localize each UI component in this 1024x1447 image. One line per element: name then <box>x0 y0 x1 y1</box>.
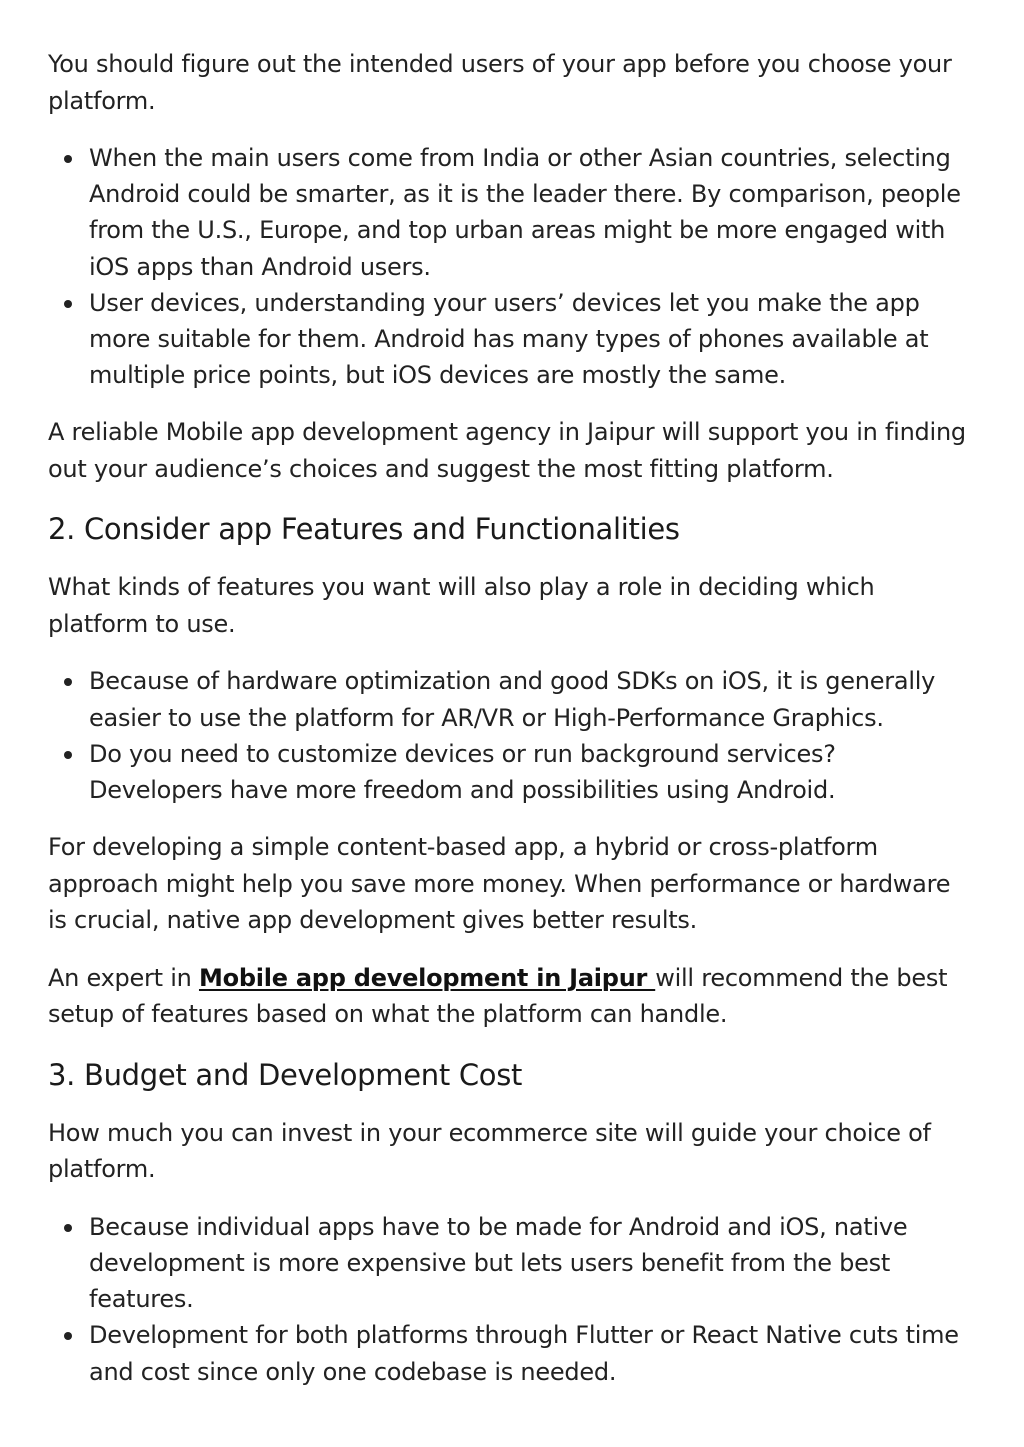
budget-bullet-list <box>48 1209 976 1390</box>
agency-paragraph: A reliable Mobile app development agency in Jaipur will support you in finding out your audience’s choices and suggest the most fitting platform. <box>48 418 966 483</box>
features-bullet-list <box>48 663 976 808</box>
intro-paragraph: You should figure out the intended users of your app before you choose your platform. <box>48 50 952 115</box>
budget-paragraph: How much you can invest in your ecommerce site will guide your choice of platform. <box>48 1118 931 1184</box>
list-item: Because of hardware optimization and good SDKs on iOS, it is generally easier to use the platform for AR/VR or High-Performance Graphics. <box>89 663 976 735</box>
list-item: When the main users come from India or other Asian countries, selecting Android could be smarter, as it is the leader there. By comparison, people from the U.S., Europe, and top urban areas might be more engaged with iOS apps than Android users. <box>89 140 976 285</box>
list-item: User devices, understanding your users’ devices let you make the app more suitable for them. Android has many types of phones available at multiple price points, but iOS devices are mostly the same. <box>89 285 976 394</box>
section-heading-features: 2. Consider app Features and Functionalities <box>48 512 680 547</box>
features-paragraph: What kinds of features you want will also play a role in deciding which platform to use. <box>48 573 875 638</box>
list-item: Because individual apps have to be made for Android and iOS, native development is more expensive but lets users benefit from the best features. <box>89 1209 976 1318</box>
mobile-app-development-jaipur-link[interactable]: Mobile app development in Jaipur <box>198 963 656 992</box>
list-item: Development for both platforms through Flutter or React Native cuts time and cost since only one codebase is needed. <box>89 1317 976 1389</box>
expert-paragraph <box>48 960 976 1033</box>
section-heading-budget: 3. Budget and Development Cost <box>48 1057 523 1092</box>
users-bullet-list <box>48 140 976 393</box>
list-item: Do you need to customize devices or run background services? Developers have more freedom and possibilities using Android. <box>89 736 976 808</box>
approach-paragraph: For developing a simple content-based app, a hybrid or cross-platform approach might help you save more money. When performance or hardware is crucial, native app development gives better results. <box>48 833 951 935</box>
expert-suffix-text: will recommend the best setup of features based on what the platform can handle. <box>48 963 948 1029</box>
expert-prefix-text: An expert in <box>48 963 199 992</box>
